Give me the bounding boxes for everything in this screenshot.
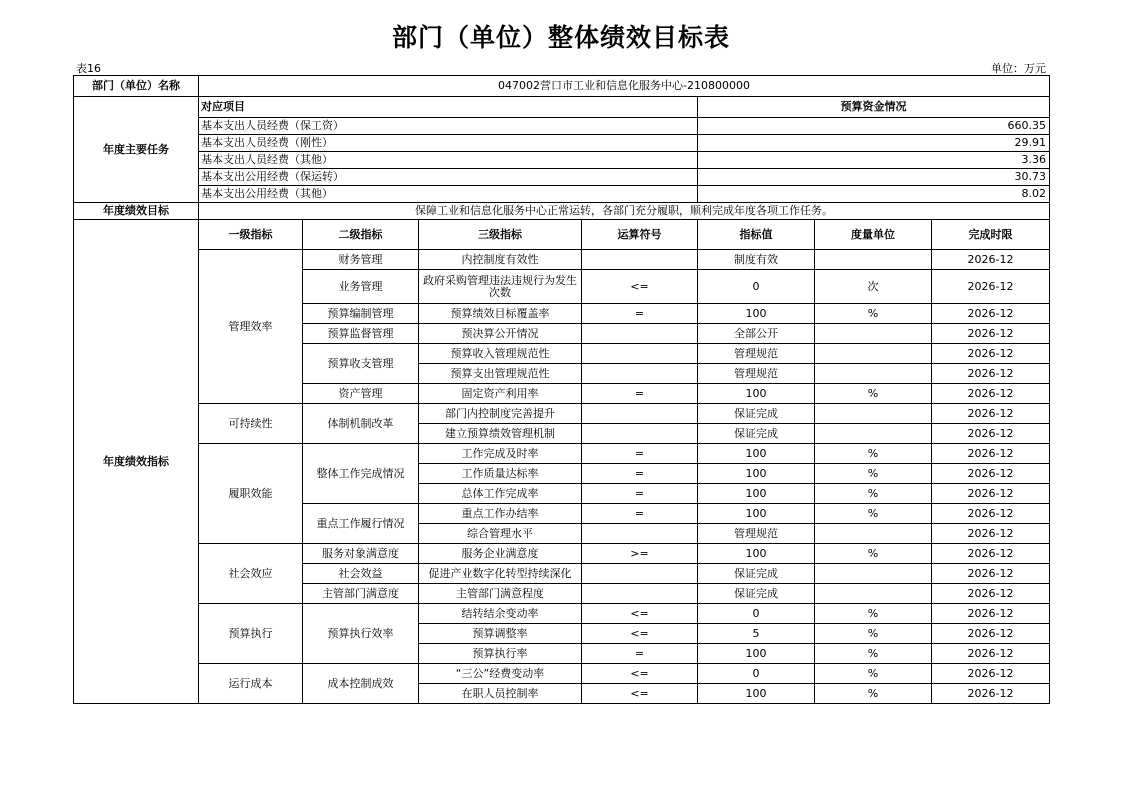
level2-cell: 财务管理 [303, 250, 419, 270]
task-amount: 29.91 [698, 135, 1050, 152]
deadline-cell: 2026-12 [932, 324, 1050, 344]
unit-cell: % [815, 304, 932, 324]
level3-cell: 建立预算绩效管理机制 [419, 424, 582, 444]
tasks-col-budget: 预算资金情况 [698, 97, 1050, 118]
unit-cell: % [815, 604, 932, 624]
level3-cell: 预算收入管理规范性 [419, 344, 582, 364]
unit-cell: % [815, 464, 932, 484]
level1-cell: 预算执行 [199, 604, 303, 664]
operator-cell [582, 364, 698, 384]
level2-cell: 重点工作履行情况 [303, 504, 419, 544]
operator-cell [582, 404, 698, 424]
dept-name-label: 部门（单位）名称 [74, 76, 199, 97]
unit-cell [815, 564, 932, 584]
level3-cell: 政府采购管理违法违规行为发生次数 [419, 270, 582, 304]
operator-cell: = [582, 464, 698, 484]
value-cell: 100 [698, 304, 815, 324]
operator-cell: <= [582, 624, 698, 644]
task-amount: 8.02 [698, 186, 1050, 203]
annual-goal-label: 年度绩效目标 [74, 203, 199, 220]
annual-goal-text: 保障工业和信息化服务中心正常运转，各部门充分履职，顺利完成年度各项工作任务。 [199, 203, 1050, 220]
task-item: 基本支出公用经费（保运转） [199, 169, 698, 186]
value-cell: 100 [698, 484, 815, 504]
value-cell: 保证完成 [698, 404, 815, 424]
deadline-cell: 2026-12 [932, 304, 1050, 324]
operator-cell [582, 524, 698, 544]
operator-cell: <= [582, 664, 698, 684]
dept-name-value: 047002营口市工业和信息化服务中心-210800000 [199, 76, 1050, 97]
level3-cell: 内控制度有效性 [419, 250, 582, 270]
deadline-cell: 2026-12 [932, 604, 1050, 624]
operator-cell: = [582, 504, 698, 524]
deadline-cell: 2026-12 [932, 384, 1050, 404]
header-deadline: 完成时限 [932, 220, 1050, 250]
unit-cell: % [815, 544, 932, 564]
deadline-cell: 2026-12 [932, 250, 1050, 270]
level3-cell: 综合管理水平 [419, 524, 582, 544]
operator-cell [582, 250, 698, 270]
value-cell: 0 [698, 604, 815, 624]
unit-cell: % [815, 444, 932, 464]
unit-cell: % [815, 504, 932, 524]
annual-indicators-label: 年度绩效指标 [74, 220, 199, 704]
unit-label: 单位：万元 [991, 62, 1046, 75]
deadline-cell: 2026-12 [932, 344, 1050, 364]
level3-cell: 预算支出管理规范性 [419, 364, 582, 384]
unit-cell [815, 344, 932, 364]
task-item: 基本支出人员经费（保工资） [199, 118, 698, 135]
level3-cell: 预算执行率 [419, 644, 582, 664]
level3-cell: 预算绩效目标覆盖率 [419, 304, 582, 324]
deadline-cell: 2026-12 [932, 444, 1050, 464]
level3-cell: 部门内控制度完善提升 [419, 404, 582, 424]
value-cell: 100 [698, 444, 815, 464]
header-level3: 三级指标 [419, 220, 582, 250]
task-item: 基本支出公用经费（其他） [199, 186, 698, 203]
value-cell: 100 [698, 464, 815, 484]
level2-cell: 预算监督管理 [303, 324, 419, 344]
unit-cell: % [815, 484, 932, 504]
task-item: 基本支出人员经费（其他） [199, 152, 698, 169]
operator-cell [582, 424, 698, 444]
operator-cell: <= [582, 684, 698, 704]
operator-cell [582, 344, 698, 364]
operator-cell: = [582, 384, 698, 404]
level2-cell: 社会效益 [303, 564, 419, 584]
value-cell: 100 [698, 644, 815, 664]
level3-cell: 工作完成及时率 [419, 444, 582, 464]
deadline-cell: 2026-12 [932, 584, 1050, 604]
level3-cell: 服务企业满意度 [419, 544, 582, 564]
level3-cell: 总体工作完成率 [419, 484, 582, 504]
level3-cell: 在职人员控制率 [419, 684, 582, 704]
task-amount: 30.73 [698, 169, 1050, 186]
level3-cell: 促进产业数字化转型持续深化 [419, 564, 582, 584]
deadline-cell: 2026-12 [932, 404, 1050, 424]
deadline-cell: 2026-12 [932, 564, 1050, 584]
value-cell: 保证完成 [698, 424, 815, 444]
deadline-cell: 2026-12 [932, 664, 1050, 684]
unit-cell [815, 364, 932, 384]
operator-cell [582, 324, 698, 344]
deadline-cell: 2026-12 [932, 424, 1050, 444]
unit-cell: % [815, 624, 932, 644]
deadline-cell: 2026-12 [932, 464, 1050, 484]
level2-cell: 业务管理 [303, 270, 419, 304]
level2-cell: 主管部门满意度 [303, 584, 419, 604]
value-cell: 保证完成 [698, 564, 815, 584]
unit-cell [815, 524, 932, 544]
level1-cell: 管理效率 [199, 250, 303, 404]
value-cell: 制度有效 [698, 250, 815, 270]
level3-cell: 固定资产利用率 [419, 384, 582, 404]
table-number: 表16 [76, 62, 101, 75]
deadline-cell: 2026-12 [932, 644, 1050, 664]
operator-cell: = [582, 644, 698, 664]
task-amount: 3.36 [698, 152, 1050, 169]
value-cell: 100 [698, 544, 815, 564]
value-cell: 100 [698, 384, 815, 404]
value-cell: 管理规范 [698, 364, 815, 384]
operator-cell: = [582, 304, 698, 324]
level3-cell: “三公”经费变动率 [419, 664, 582, 684]
value-cell: 100 [698, 504, 815, 524]
level2-cell: 成本控制成效 [303, 664, 419, 704]
level1-cell: 可持续性 [199, 404, 303, 444]
value-cell: 5 [698, 624, 815, 644]
unit-cell [815, 250, 932, 270]
level2-cell: 预算编制管理 [303, 304, 419, 324]
annual-tasks-label: 年度主要任务 [74, 97, 199, 203]
operator-cell: <= [582, 270, 698, 304]
level2-cell: 预算执行效率 [303, 604, 419, 664]
level3-cell: 预算调整率 [419, 624, 582, 644]
unit-cell: % [815, 644, 932, 664]
value-cell: 全部公开 [698, 324, 815, 344]
header-unit: 度量单位 [815, 220, 932, 250]
deadline-cell: 2026-12 [932, 624, 1050, 644]
operator-cell: >= [582, 544, 698, 564]
unit-cell [815, 584, 932, 604]
value-cell: 保证完成 [698, 584, 815, 604]
deadline-cell: 2026-12 [932, 364, 1050, 384]
deadline-cell: 2026-12 [932, 684, 1050, 704]
unit-cell [815, 404, 932, 424]
value-cell: 100 [698, 684, 815, 704]
value-cell: 0 [698, 664, 815, 684]
deadline-cell: 2026-12 [932, 270, 1050, 304]
unit-cell: % [815, 384, 932, 404]
deadline-cell: 2026-12 [932, 504, 1050, 524]
tasks-col-item: 对应项目 [199, 97, 698, 118]
level1-cell: 履职效能 [199, 444, 303, 544]
value-cell: 0 [698, 270, 815, 304]
unit-cell [815, 324, 932, 344]
level1-cell: 社会效应 [199, 544, 303, 604]
deadline-cell: 2026-12 [932, 524, 1050, 544]
level2-cell: 资产管理 [303, 384, 419, 404]
operator-cell: = [582, 444, 698, 464]
deadline-cell: 2026-12 [932, 544, 1050, 564]
unit-cell [815, 424, 932, 444]
task-amount: 660.35 [698, 118, 1050, 135]
unit-cell: % [815, 684, 932, 704]
level3-cell: 工作质量达标率 [419, 464, 582, 484]
level3-cell: 主管部门满意程度 [419, 584, 582, 604]
header-value: 指标值 [698, 220, 815, 250]
operator-cell [582, 564, 698, 584]
operator-cell: = [582, 484, 698, 504]
level2-cell: 体制机制改革 [303, 404, 419, 444]
header-level2: 二级指标 [303, 220, 419, 250]
value-cell: 管理规范 [698, 344, 815, 364]
level1-cell: 运行成本 [199, 664, 303, 704]
level2-cell: 预算收支管理 [303, 344, 419, 384]
level3-cell: 预决算公开情况 [419, 324, 582, 344]
unit-cell: % [815, 664, 932, 684]
operator-cell [582, 584, 698, 604]
unit-cell: 次 [815, 270, 932, 304]
level3-cell: 结转结余变动率 [419, 604, 582, 624]
deadline-cell: 2026-12 [932, 484, 1050, 504]
header-operator: 运算符号 [582, 220, 698, 250]
level2-cell: 服务对象满意度 [303, 544, 419, 564]
value-cell: 管理规范 [698, 524, 815, 544]
page-title: 部门（单位）整体绩效目标表 [391, 23, 730, 52]
performance-table [73, 75, 1050, 704]
operator-cell: <= [582, 604, 698, 624]
level3-cell: 重点工作办结率 [419, 504, 582, 524]
header-level1: 一级指标 [199, 220, 303, 250]
task-item: 基本支出人员经费（刚性） [199, 135, 698, 152]
level2-cell: 整体工作完成情况 [303, 444, 419, 504]
